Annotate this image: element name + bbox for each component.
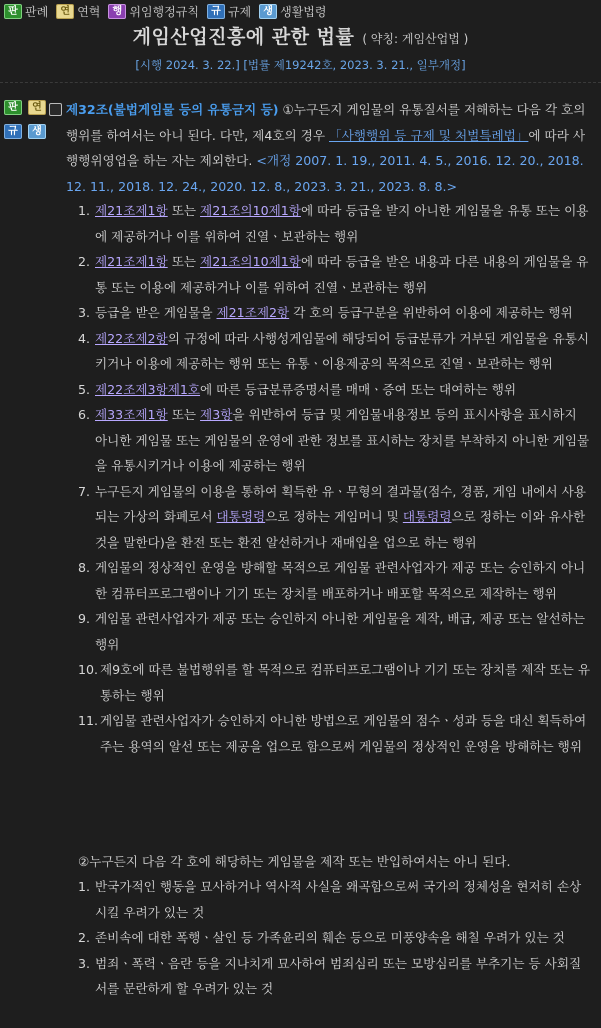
badge-legend — [4, 3, 335, 20]
article-paragraph-1 — [66, 97, 588, 199]
law-reference-link[interactable]: 제22조제2항 — [95, 330, 168, 346]
legend-label: 연혁 — [77, 5, 101, 19]
item-text — [95, 326, 590, 377]
item-number: 11. — [78, 713, 99, 728]
item-text — [95, 300, 590, 326]
law-reference-link[interactable]: 제21조의10제1항 — [200, 254, 301, 269]
paragraph-text: 에 따라 사행행위영업을 하는 자는 제외한다. — [66, 127, 586, 168]
law-title: 게임산업진흥에 관한 법률 — [132, 26, 355, 48]
life-law-badge-icon[interactable]: 생 — [28, 124, 46, 139]
legend-item[interactable] — [207, 3, 251, 20]
list-item — [78, 606, 590, 657]
item-text — [100, 708, 590, 759]
item-text — [95, 555, 590, 606]
item-number: 1. — [78, 879, 91, 894]
item-text-segment: 존비속에 대한 폭행ㆍ살인 등 가족윤리의 훼손 등으로 미풍양속을 해칠 우려가 있는 것 — [95, 930, 565, 945]
article-paragraph-2: ②누구든지 다음 각 호에 해당하는 게임물을 제작 또는 반입하여서는 아니 된다. — [78, 854, 511, 869]
item-text-segment: 등급을 받은 게임물을 — [95, 305, 217, 320]
item-number: 1. — [78, 203, 91, 218]
item-text-segment: 각 호의 등급구분을 위반하여 이용에 제공하는 행위 — [289, 305, 573, 320]
item-text-segment: 반국가적인 행동을 묘사하거나 역사적 사실을 왜곡함으로써 국가의 정체성을 현저히 손상시킬 우려가 있는 것 — [95, 879, 582, 920]
article-checkbox[interactable] — [49, 103, 62, 116]
item-text — [95, 479, 590, 556]
regulation-badge-icon: 규 — [207, 4, 225, 19]
related-law-link[interactable]: 「사행행위 등 규제 및 처벌특례법」 — [329, 127, 529, 143]
list-item — [78, 300, 590, 326]
item-text-segment: 제9호에 따른 불법행위를 할 목적으로 컴퓨터프로그램이나 기기 또는 장치를 제작 또는 유통하는 행위 — [100, 662, 591, 703]
amendment-history[interactable]: <개정 2007. 1. 19., 2011. 4. 5., 2016. 12. 20., 2018. 12. 11., 2018. 12. 24., 2020. 12. 8., 2023. 3. 21., 2023. 8. 8.> — [66, 153, 584, 194]
legend-item[interactable] — [108, 3, 199, 20]
law-reference-link[interactable]: 제33조제1항 — [95, 407, 168, 422]
item-text — [95, 402, 590, 479]
item-text — [95, 198, 590, 249]
item-text-segment: 또는 — [167, 407, 201, 422]
list-item — [78, 657, 590, 708]
law-reference-link[interactable]: 제22조제3항제1호 — [95, 381, 201, 397]
list-item — [78, 249, 590, 300]
item-text — [95, 874, 590, 925]
item-number: 3. — [78, 955, 91, 971]
item-number: 10. — [78, 662, 99, 677]
law-title-block — [0, 22, 601, 49]
item-text — [95, 606, 590, 657]
history-badge-icon[interactable]: 연 — [28, 100, 46, 115]
item-number: 2. — [78, 930, 91, 945]
legend-item[interactable] — [259, 3, 326, 20]
item-text-segment: 게임물의 정상적인 운영을 방해할 목적으로 게임물 관련사업자가 제공 또는 승인하지 아니한 컴퓨터프로그램이나 기기 또는 장치를 배포하거나 배포할 목적으로 제작하는 행위 — [95, 560, 586, 601]
item-list-1 — [78, 198, 590, 759]
list-item — [78, 925, 590, 951]
item-text-segment: 게임물 관련사업자가 승인하지 아니한 방법으로 게임물의 점수ㆍ성과 등을 대신 획득하여 주는 용역의 알선 또는 제공을 업으로 함으로써 게임물의 정상적인 운영을 방해하는 행위 — [100, 713, 587, 754]
law-reference-link[interactable]: 제21조제1항 — [95, 254, 168, 269]
item-text-segment: 에 따라 등급을 받은 내용과 다른 내용의 게임물을 유통 또는 이용에 제공하거나 이를 위하여 진열ㆍ보관하는 행위 — [95, 254, 589, 295]
legend-label: 생활법령 — [280, 5, 327, 19]
legend-label: 규제 — [227, 5, 252, 19]
list-item — [78, 874, 590, 925]
law-reference-link[interactable]: 제21조제2항 — [216, 305, 290, 320]
item-number: 5. — [78, 381, 91, 397]
law-reference-link[interactable]: 제21조제1항 — [95, 203, 168, 218]
item-text-segment: 의 규정에 따라 사행성게임물에 해당되어 등급분류가 거부된 게임물을 유통시키거나 이용에 제공하는 행위 또는 유통ㆍ이용제공의 목적으로 진열ㆍ보관하는 행위 — [95, 330, 590, 371]
item-list-2 — [78, 874, 590, 1002]
item-number: 2. — [78, 254, 91, 269]
legend-label: 위임행정규칙 — [129, 5, 199, 19]
item-text-segment: 으로 정하는 이와 유사한 것을 말한다)을 환전 또는 환전 알선하거나 재매입을 업으로 하는 행위 — [95, 509, 586, 550]
list-item — [78, 555, 590, 606]
article-title[interactable]: 제32조(불법게임물 등의 유통금지 등) — [66, 102, 279, 117]
enactment-info[interactable]: [시행 2024. 3. 22.] [법률 제19242호, 2023. 3. 21., 일부개정] — [135, 58, 466, 72]
item-number: 4. — [78, 330, 91, 346]
list-item — [78, 402, 590, 479]
item-text — [95, 249, 590, 300]
list-item — [78, 708, 590, 759]
divider — [0, 82, 601, 83]
law-reference-link[interactable]: 제21조의10제1항 — [200, 203, 301, 218]
article-side-badges — [4, 100, 49, 148]
item-text — [100, 657, 590, 708]
item-number: 9. — [78, 611, 91, 626]
law-abbreviation: ( 약칭: 게임산업법 ) — [362, 32, 469, 46]
item-number: 8. — [78, 560, 91, 575]
item-number: 6. — [78, 407, 91, 422]
item-number: 7. — [78, 483, 91, 499]
regulation-badge-icon[interactable]: 규 — [4, 124, 22, 139]
precedent-badge-icon: 판 — [4, 4, 22, 19]
life-law-badge-icon: 생 — [259, 4, 277, 19]
item-text — [95, 951, 590, 1002]
item-text-segment: 을 위반하여 등급 및 게임물내용정보 등의 표시사항을 표시하지 아니한 게임물 또는 게임물의 운영에 관한 정보를 표시하는 장치를 부착하지 아니한 게임물을 유통시키거나 이용에 제공하는 행위 — [95, 407, 590, 473]
list-item — [78, 198, 590, 249]
item-text-segment: 범죄ㆍ폭력ㆍ음란 등을 지나치게 묘사하여 범죄심리 또는 모방심리를 부추기는 등 사회질서를 문란하게 할 우려가 있는 것 — [95, 955, 582, 996]
paragraph-text: ①누구든지 게임물의 유통질서를 저해하는 다음 각 호의 행위를 하여서는 아니 된다. 다만, 제4호의 경우 — [66, 102, 586, 143]
item-text — [95, 925, 590, 951]
item-text — [95, 377, 590, 403]
precedent-badge-icon[interactable]: 판 — [4, 100, 22, 115]
legend-item[interactable] — [56, 3, 100, 20]
item-text-segment: 게임물 관련사업자가 제공 또는 승인하지 아니한 게임물을 제작, 배급, 제공 또는 알선하는 행위 — [95, 611, 586, 652]
item-text-segment: 또는 — [167, 203, 201, 218]
item-text-segment: 또는 — [167, 254, 201, 269]
law-reference-link[interactable]: 제3항 — [200, 407, 233, 422]
list-item — [78, 951, 590, 1002]
law-reference-link[interactable]: 대통령령 — [402, 509, 452, 524]
item-number: 3. — [78, 305, 91, 320]
item-text-segment: 누구든지 게임물의 이용을 통하여 획득한 유ㆍ무형의 결과물(점수, 경품, 게임 내에서 사용되는 가상의 화폐로서 — [95, 483, 586, 524]
legend-item[interactable] — [4, 3, 48, 20]
list-item — [78, 326, 590, 377]
law-reference-link[interactable]: 대통령령 — [216, 509, 266, 524]
item-text-segment: 에 따라 등급을 받지 아니한 게임물을 유통 또는 이용에 제공하거나 이를 위하여 진열ㆍ보관하는 행위 — [95, 203, 589, 244]
history-badge-icon: 연 — [56, 4, 74, 19]
item-text-segment: 으로 정하는 게임머니 및 — [265, 509, 403, 524]
admin-rule-badge-icon: 행 — [108, 4, 126, 19]
list-item — [78, 377, 590, 403]
legend-label: 판례 — [25, 5, 49, 19]
item-text-segment: 에 따른 등급분류증명서를 매매ㆍ증여 또는 대여하는 행위 — [200, 381, 517, 397]
list-item — [78, 479, 590, 556]
